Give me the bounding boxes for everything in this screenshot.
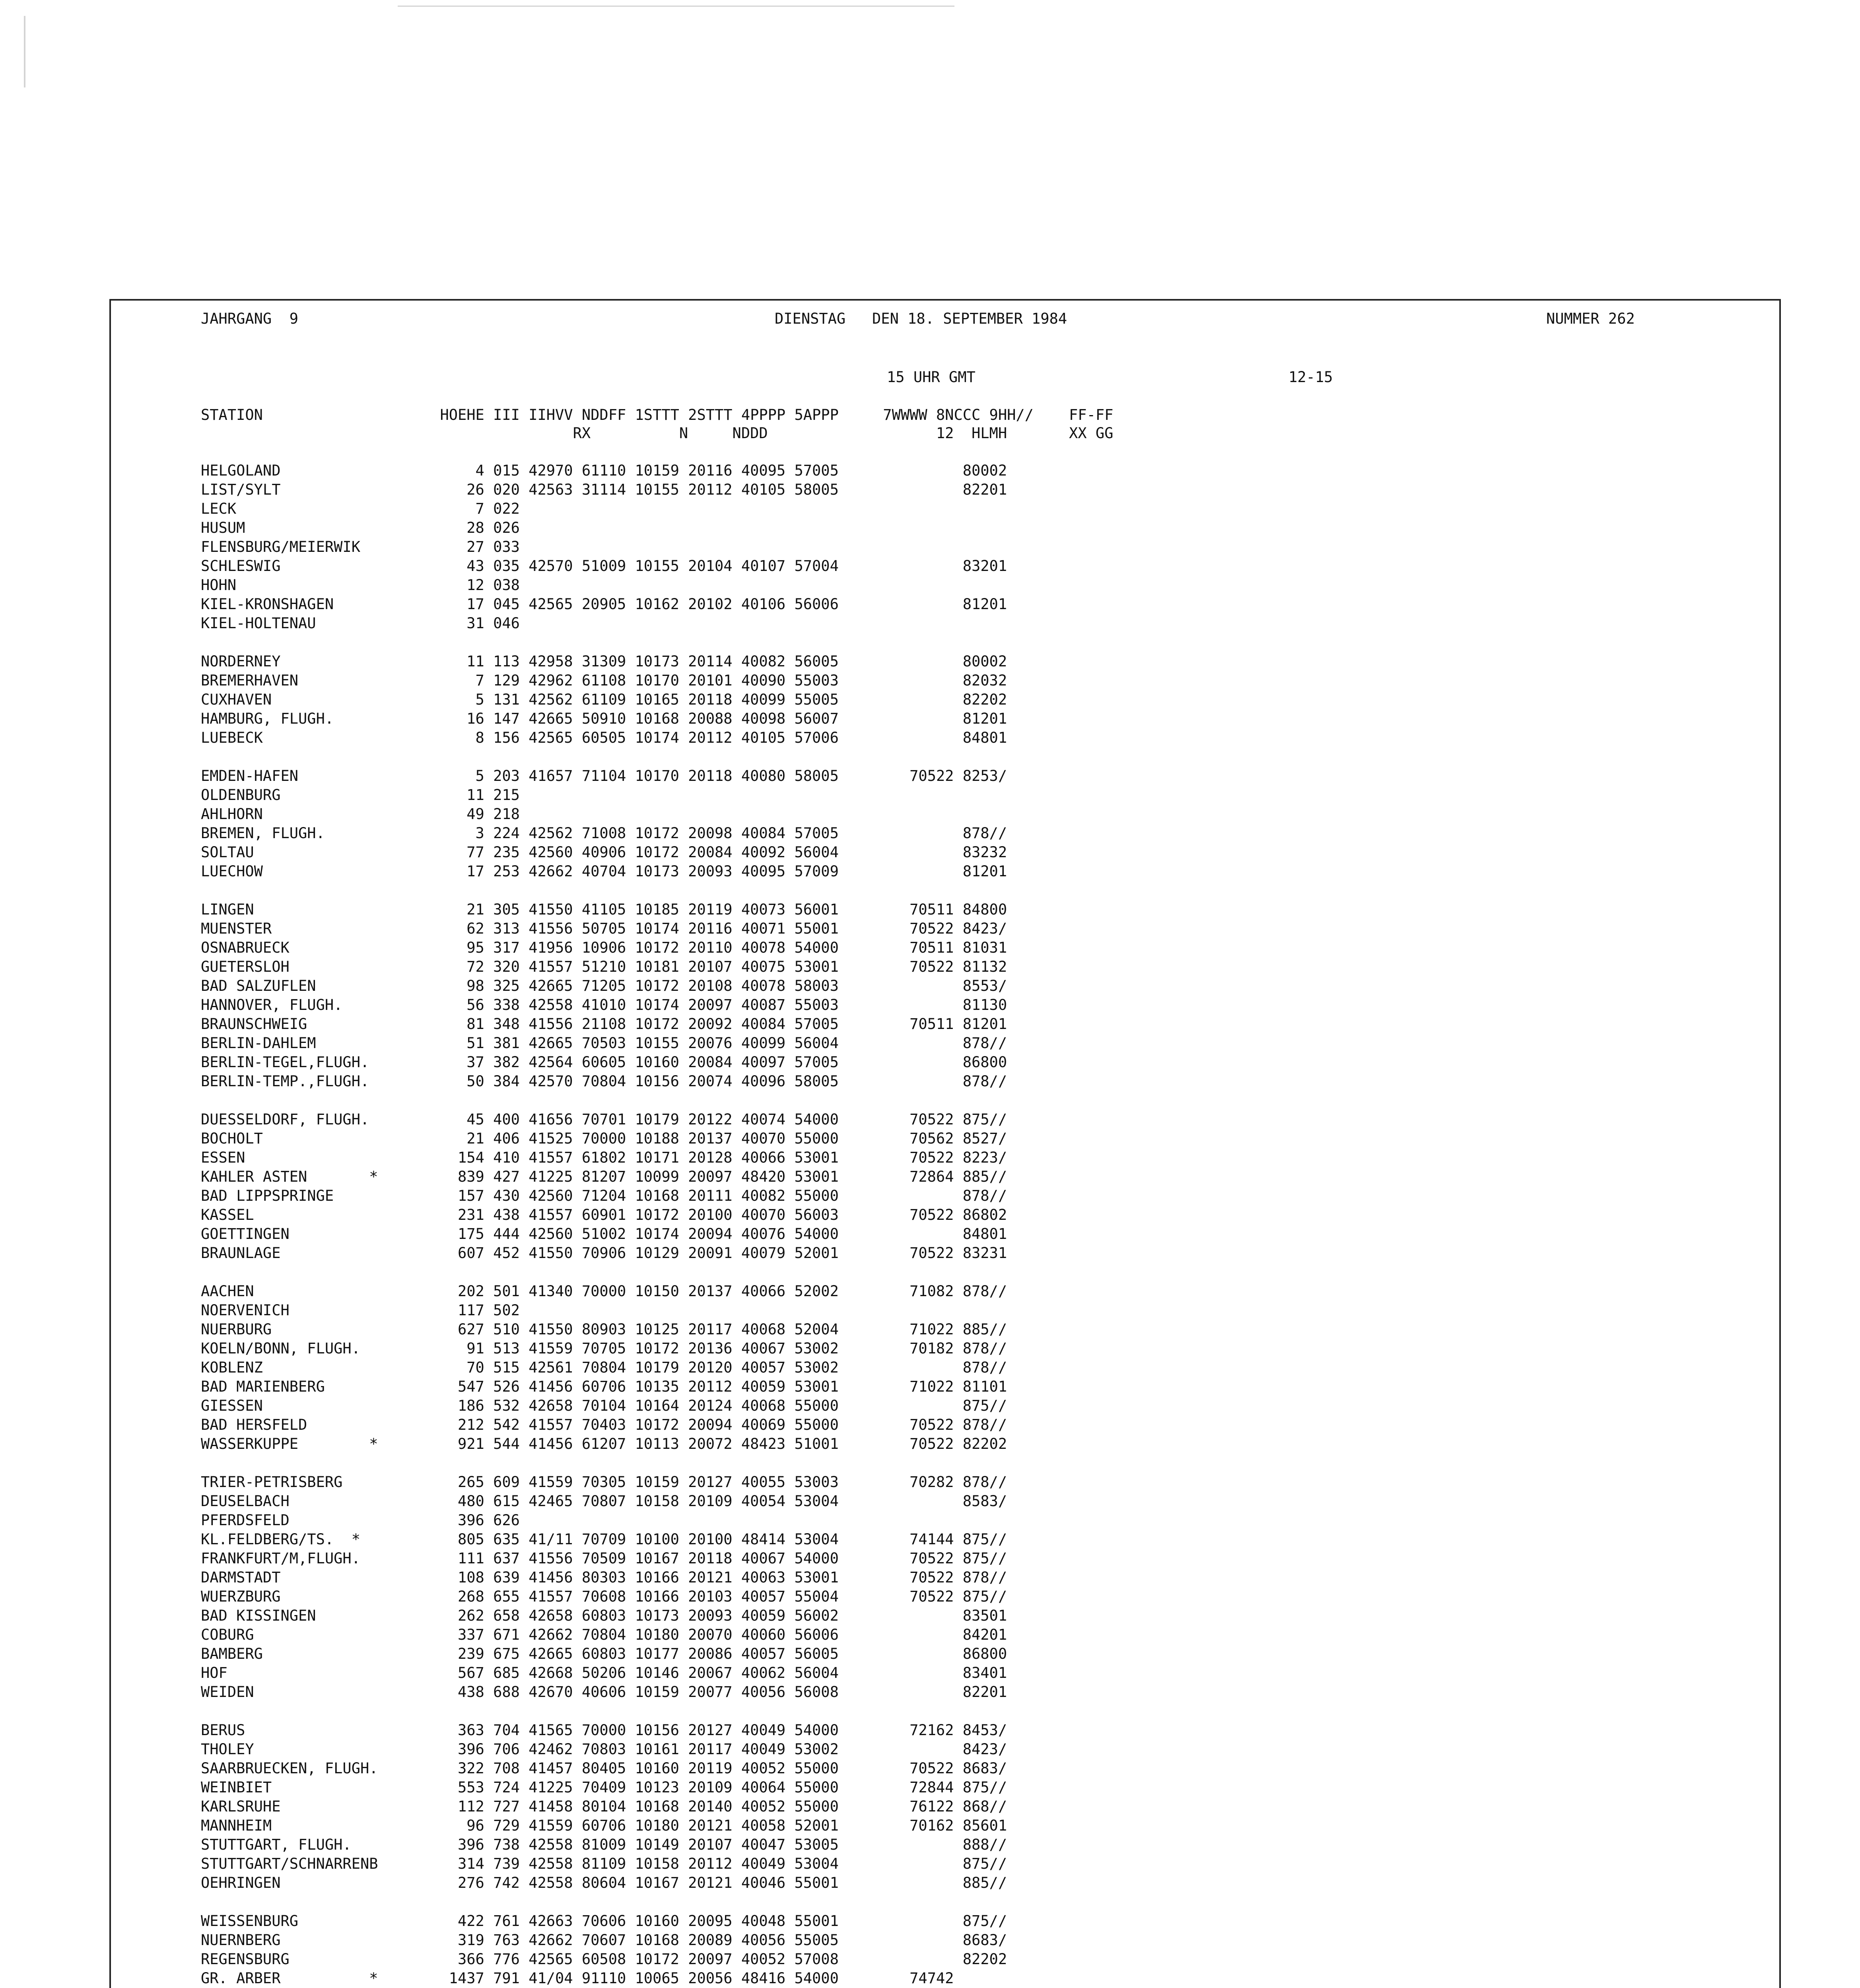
- station-row: BERLIN-TEMP.,FLUGH. 50 384 42570 70804 10156 20074 40096 58005 878//: [201, 1073, 1007, 1090]
- group-spacer: [201, 1263, 1007, 1282]
- group-spacer: [201, 633, 1007, 652]
- scan-edge-mark: [24, 16, 25, 87]
- station-row: HELGOLAND 4 015 42970 61110 10159 20116 40095 57005 80002: [201, 462, 1007, 479]
- station-row: WEINBIET 553 724 41225 70409 10123 20109 40064 55000 72844 875//: [201, 1779, 1007, 1796]
- station-row: BAD SALZUFLEN 98 325 42665 71205 10172 20108 40078 58003 8553/: [201, 977, 1007, 994]
- station-row: HAMBURG, FLUGH. 16 147 42665 50910 10168 20088 40098 56007 81201: [201, 710, 1007, 727]
- station-row: BOCHOLT 21 406 41525 70000 10188 20137 40070 55000 70562 8527/: [201, 1130, 1007, 1147]
- group-spacer: [201, 1702, 1007, 1721]
- issue-number: NUMMER 262: [1546, 310, 1635, 327]
- station-row: SCHLESWIG 43 035 42570 51009 10155 20104 40107 57004 83201: [201, 557, 1007, 575]
- station-row: SAARBRUECKEN, FLUGH. 322 708 41457 80405 10160 20119 40052 55000 70522 8683/: [201, 1760, 1007, 1777]
- station-row: WEISSENBURG 422 761 42663 70606 10160 20095 40048 55001 875//: [201, 1912, 1007, 1930]
- station-row: NORDERNEY 11 113 42958 31309 10173 20114 40082 56005 80002: [201, 653, 1007, 670]
- group-spacer: [201, 747, 1007, 767]
- station-row: OEHRINGEN 276 742 42558 80604 10167 20121 40046 55001 885//: [201, 1874, 1007, 1891]
- station-row: WEIDEN 438 688 42670 40606 10159 20077 40056 56008 82201: [201, 1683, 1007, 1701]
- station-row: KOELN/BONN, FLUGH. 91 513 41559 70705 10172 20136 40067 53002 70182 878//: [201, 1340, 1007, 1357]
- station-row: SOLTAU 77 235 42560 40906 10172 20084 40092 56004 83232: [201, 844, 1007, 861]
- station-row: BAD MARIENBERG 547 526 41456 60706 10135 20112 40059 53001 71022 81101: [201, 1378, 1007, 1395]
- station-row: ESSEN 154 410 41557 61802 10171 20128 40066 53001 70522 8223/: [201, 1149, 1007, 1166]
- station-row: WUERZBURG 268 655 41557 70608 10166 20103 40057 55004 70522 875//: [201, 1588, 1007, 1605]
- block-time-title: 15 UHR GMT: [887, 369, 976, 386]
- column-header-line-2: RX N NDDD 12 HLMH XX GG: [201, 425, 1114, 442]
- station-row: DUESSELDORF, FLUGH. 45 400 41656 70701 10179 20122 40074 54000 70522 875//: [201, 1111, 1007, 1128]
- station-row: MANNHEIM 96 729 41559 60706 10180 20121 40058 52001 70162 85601: [201, 1817, 1007, 1834]
- station-row: STUTTGART, FLUGH. 396 738 42558 81009 10149 20107 40047 53005 888//: [201, 1836, 1007, 1853]
- report-date: DIENSTAG DEN 18. SEPTEMBER 1984: [775, 310, 1067, 327]
- station-row: GR. ARBER * 1437 791 41/04 91110 10065 20056 48416 54000 74742: [201, 1970, 954, 1987]
- station-table: [201, 461, 1007, 1988]
- group-spacer: [201, 1454, 1007, 1473]
- station-row: TRIER-PETRISBERG 265 609 41559 70305 10159 20127 40055 53003 70282 878//: [201, 1474, 1007, 1491]
- station-row: BAMBERG 239 675 42665 60803 10177 20086 40057 56005 86800: [201, 1645, 1007, 1662]
- station-row: REGENSBURG 366 776 42565 60508 10172 20097 40052 57008 82202: [201, 1951, 1007, 1968]
- station-row: EMDEN-HAFEN 5 203 41657 71104 10170 20118 40080 58005 70522 8253/: [201, 767, 1007, 784]
- station-row: BAD LIPPSPRINGE 157 430 42560 71204 10168 20111 40082 55000 878//: [201, 1187, 1007, 1204]
- station-row: NOERVENICH 117 502: [201, 1302, 520, 1319]
- station-row: FLENSBURG/MEIERWIK 27 033: [201, 538, 520, 555]
- scan-top-rule: [398, 6, 954, 7]
- column-header-line-1: STATION HOEHE III IIHVV NDDFF 1STTT 2STTT 4PPPP 5APPP 7WWWW 8NCCC 9HH// FF-FF: [201, 406, 1114, 423]
- station-row: HUSUM 28 026: [201, 519, 520, 536]
- station-row: GOETTINGEN 175 444 42560 51002 10174 20094 40076 54000 84801: [201, 1225, 1007, 1242]
- station-row: DEUSELBACH 480 615 42465 70807 10158 20109 40054 53004 8583/: [201, 1493, 1007, 1510]
- station-row: BRAUNLAGE 607 452 41550 70906 10129 20091 40079 52001 70522 83231: [201, 1244, 1007, 1262]
- station-row: KARLSRUHE 112 727 41458 80104 10168 20140 40052 55000 76122 868//: [201, 1798, 1007, 1815]
- station-row: LINGEN 21 305 41550 41105 10185 20119 40073 56001 70511 84800: [201, 901, 1007, 918]
- station-row: HANNOVER, FLUGH. 56 338 42558 41010 10174 20097 40087 55003 81130: [201, 996, 1007, 1013]
- station-row: KOBLENZ 70 515 42561 70804 10179 20120 40057 53002 878//: [201, 1359, 1007, 1376]
- station-row: HOHN 12 038: [201, 577, 520, 594]
- station-row: GIESSEN 186 532 42658 70104 10164 20124 40068 55000 875//: [201, 1397, 1007, 1414]
- station-row: NUERNBERG 319 763 42662 70607 10168 20089 40056 55005 8683/: [201, 1932, 1007, 1949]
- station-row: KL.FELDBERG/TS. * 805 635 41/11 70709 10100 20100 48414 53004 74144 875//: [201, 1531, 1007, 1548]
- station-row: GUETERSLOH 72 320 41557 51210 10181 20107 40075 53001 70522 81132: [201, 958, 1007, 975]
- group-spacer: [201, 1091, 1007, 1110]
- station-row: KAHLER ASTEN * 839 427 41225 81207 10099 20097 48420 53001 72864 885//: [201, 1168, 1007, 1185]
- volume-label: JAHRGANG 9: [201, 310, 299, 327]
- station-row: BERLIN-DAHLEM 51 381 42665 70503 10155 20076 40099 56004 878//: [201, 1035, 1007, 1052]
- station-row: STUTTGART/SCHNARRENB 314 739 42558 81109 10158 20112 40049 53004 875//: [201, 1855, 1007, 1872]
- station-row: LECK 7 022: [201, 500, 520, 517]
- station-row: FRANKFURT/M,FLUGH. 111 637 41556 70509 10167 20118 40067 54000 70522 875//: [201, 1550, 1007, 1567]
- station-row: BAD KISSINGEN 262 658 42658 60803 10173 20093 40059 56002 83501: [201, 1607, 1007, 1624]
- group-spacer: [201, 1893, 1007, 1912]
- station-row: BERUS 363 704 41565 70000 10156 20127 40049 54000 72162 8453/: [201, 1722, 1007, 1739]
- station-row: KIEL-HOLTENAU 31 046: [201, 615, 520, 632]
- station-row: PFERDSFELD 396 626: [201, 1512, 520, 1529]
- station-row: NUERBURG 627 510 41550 80903 10125 20117 40068 52004 71022 885//: [201, 1321, 1007, 1338]
- station-row: CUXHAVEN 5 131 42562 61109 10165 20118 40099 55005 82202: [201, 691, 1007, 708]
- station-row: AACHEN 202 501 41340 70000 10150 20137 40066 52002 71082 878//: [201, 1283, 1007, 1300]
- block-time-range: 12-15: [1289, 369, 1333, 386]
- station-row: BERLIN-TEGEL,FLUGH. 37 382 42564 60605 10160 20084 40097 57005 86800: [201, 1054, 1007, 1071]
- station-row: THOLEY 396 706 42462 70803 10161 20117 40049 53002 8423/: [201, 1741, 1007, 1758]
- station-row: LUECHOW 17 253 42662 40704 10173 20093 40095 57009 81201: [201, 863, 1007, 880]
- station-row: HOF 567 685 42668 50206 10146 20067 40062 56004 83401: [201, 1664, 1007, 1681]
- station-row: OLDENBURG 11 215: [201, 786, 520, 804]
- station-row: OSNABRUECK 95 317 41956 10906 10172 20110 40078 54000 70511 81031: [201, 939, 1007, 956]
- station-row: BRAUNSCHWEIG 81 348 41556 21108 10172 20092 40084 57005 70511 81201: [201, 1015, 1007, 1033]
- station-row: MUENSTER 62 313 41556 50705 10174 20116 40071 55001 70522 8423/: [201, 920, 1007, 937]
- group-spacer: [201, 881, 1007, 900]
- station-row: BREMERHAVEN 7 129 42962 61108 10170 20101 40090 55003 82032: [201, 672, 1007, 689]
- station-row: COBURG 337 671 42662 70804 10180 20070 40060 56006 84201: [201, 1626, 1007, 1643]
- station-row: KASSEL 231 438 41557 60901 10172 20100 40070 56003 70522 86802: [201, 1206, 1007, 1223]
- station-row: KIEL-KRONSHAGEN 17 045 42565 20905 10162 20102 40106 56006 81201: [201, 596, 1007, 613]
- station-row: LIST/SYLT 26 020 42563 31114 10155 20112 40105 58005 82201: [201, 481, 1007, 498]
- station-row: BREMEN, FLUGH. 3 224 42562 71008 10172 20098 40084 57005 878//: [201, 825, 1007, 842]
- station-row: AHLHORN 49 218: [201, 806, 520, 823]
- station-row: LUEBECK 8 156 42565 60505 10174 20112 40105 57006 84801: [201, 729, 1007, 746]
- station-row: BAD HERSFELD 212 542 41557 70403 10172 20094 40069 55000 70522 878//: [201, 1416, 1007, 1433]
- station-row: DARMSTADT 108 639 41456 80303 10166 20121 40063 53001 70522 878//: [201, 1569, 1007, 1586]
- station-row: WASSERKUPPE * 921 544 41456 61207 10113 20072 48423 51001 70522 82202: [201, 1435, 1007, 1452]
